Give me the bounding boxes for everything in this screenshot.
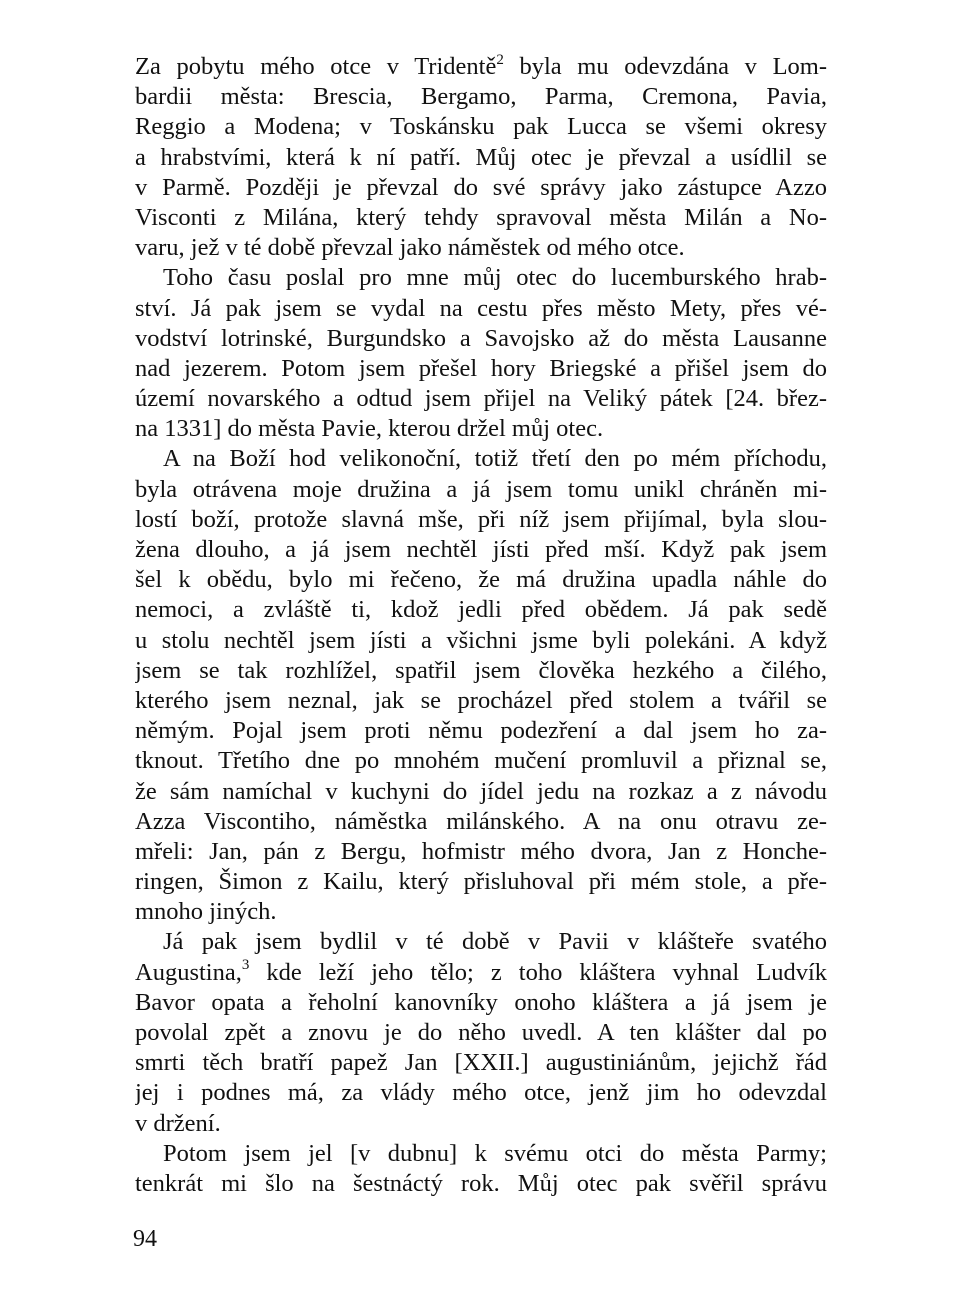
text-line (135, 1139, 827, 1169)
line-text: varu, jež v té době převzal jako náměstek od mého otce. (135, 234, 685, 262)
line-text-continued: byla mu odevzdána v Lom- (503, 53, 827, 80)
text-line (135, 203, 827, 233)
line-text: šel k obědu, bylo mi řečeno, že má družina upadla náhle do (135, 566, 827, 594)
text-line (135, 565, 827, 595)
text-line (135, 505, 827, 535)
text-line (135, 354, 827, 384)
line-text: Potom jsem jel [v dubnu] k svému otci do města Parmy; (163, 1139, 827, 1167)
text-line (135, 324, 827, 354)
text-line (135, 1109, 827, 1139)
line-text-continued: kde leží jeho tělo; z toho kláštera vyhnal Ludvík (249, 958, 827, 986)
line-text: ringen, Šimon z Kailu, který přisluhoval při mém stole, a pře- (135, 868, 827, 896)
line-text: Toho času poslal pro mne můj otec do lucemburského hrab- (163, 264, 827, 292)
text-line (135, 263, 827, 293)
line-text: v držení. (135, 1109, 221, 1137)
line-text: kterého jsem neznal, jak se procházel před stolem a tvářil se (135, 686, 827, 714)
page-number: 94 (133, 1226, 157, 1252)
footnote-marker: 3 (241, 957, 250, 974)
line-text: Augustina, (135, 958, 242, 986)
line-text: lostí boží, protože slavná mše, při níž jsem přijímal, byla slou- (135, 505, 827, 533)
text-line (135, 777, 827, 807)
line-text: u stolu nechtěl jsem jísti a všichni jsme byli polekáni. A když (135, 626, 827, 654)
footnote-marker: 2 (496, 52, 504, 68)
line-text: Bavor opata a řeholní kanovníky onoho kláštera a já jsem je (135, 988, 827, 1016)
paragraph (135, 927, 827, 1138)
text-line (135, 1078, 827, 1108)
text-line (135, 173, 827, 203)
text-line (135, 595, 827, 625)
text-line (135, 112, 827, 142)
text-line (135, 294, 827, 324)
paragraph (135, 1139, 827, 1199)
text-line (135, 867, 827, 897)
line-text: Za pobytu mého otce v Tridentě (135, 53, 497, 80)
text-line (135, 1018, 827, 1048)
line-text: němým. Pojal jsem proti němu podezření a dal jsem ho za- (135, 717, 827, 745)
text-line (135, 626, 827, 656)
line-text: povolal zpět a znovu je do něho uvedl. A ten klášter dal po (135, 1019, 827, 1046)
text-line (135, 897, 827, 927)
line-text: na 1331] do města Pavie, kterou držel můj otec. (135, 415, 604, 443)
text-line (135, 927, 827, 957)
line-text: mnoho jiných. (135, 898, 277, 926)
line-text: tenkrát mi šlo na šestnáctý rok. Můj otec pak svěřil správu (135, 1169, 827, 1197)
text-line (135, 807, 827, 837)
line-text: jej i podnes má, za vlády mého otce, jenž jim ho odevzdal (135, 1079, 827, 1107)
line-text: že sám namíchal v kuchyni do jídel jedu na rozkaz a z návodu (135, 777, 827, 805)
text-line (135, 716, 827, 746)
text-line (135, 52, 827, 82)
text-line (135, 82, 827, 112)
line-text: nemoci, a zvláště ti, kdož jedli před obědem. Já pak sedě (135, 596, 827, 624)
text-line (135, 656, 827, 686)
line-text: bardii města: Brescia, Bergamo, Parma, Cremona, Pavia, (135, 83, 827, 111)
paragraph (135, 263, 827, 444)
line-text: žena dlouho, a já jsem nechtěl jísti před mší. Když pak jsem (135, 536, 827, 563)
text-line (135, 988, 827, 1018)
text-line (135, 384, 827, 414)
line-text: A na Boží hod velikonoční, totiž třetí den po mém příchodu, (163, 445, 827, 473)
line-text: Azza Viscontiho, náměstka milánského. A na onu otravu ze- (135, 807, 827, 835)
text-line (135, 143, 827, 173)
line-text: mřeli: Jan, pán z Bergu, hofmistr mého dvora, Jan z Honche- (135, 837, 827, 865)
line-text: byla otrávena moje družina a já jsem tomu unikl chráněn mi- (135, 475, 827, 503)
text-line (135, 444, 827, 474)
line-text: a hrabstvími, která k ní patří. Můj otec je převzal a usídlil se (135, 143, 827, 171)
text-line (135, 1169, 827, 1199)
line-text: Visconti z Milána, který tehdy spravoval města Milán a No- (135, 203, 827, 231)
line-text: smrti těch bratří papež Jan [XXII.] augustiniánům, jejichž řád (135, 1049, 827, 1077)
text-line (135, 746, 827, 776)
text-line (135, 475, 827, 505)
line-text: Reggio a Modena; v Toskánsku pak Lucca se všemi okresy (135, 113, 827, 141)
line-text: jsem se tak rozhlížel, spatřil jsem člověka hezkého a čilého, (135, 656, 827, 684)
body-text (135, 52, 827, 1199)
text-line (135, 958, 827, 988)
line-text: nad jezerem. Potom jsem přešel hory Briegské a přišel jsem do (135, 354, 827, 382)
text-line (135, 837, 827, 867)
line-text: území novarského a odtud jsem přijel na Veliký pátek [24. břez- (135, 385, 827, 413)
text-line (135, 414, 827, 444)
text-line (135, 1048, 827, 1078)
line-text: tknout. Třetího dne po mnohém mučení promluvil a přiznal se, (135, 747, 827, 775)
paragraph (135, 444, 827, 927)
text-line (135, 233, 827, 263)
paragraph (135, 52, 827, 263)
line-text: Já pak jsem bydlil v té době v Pavii v klášteře svatého (163, 928, 827, 956)
line-text: ství. Já pak jsem se vydal na cestu přes město Mety, přes vé- (135, 294, 827, 322)
line-text: v Parmě. Později je převzal do své správy jako zástupce Azzo (135, 173, 827, 201)
text-line (135, 686, 827, 716)
text-line (135, 535, 827, 565)
line-text: vodství lotrinské, Burgundsko a Savojsko až do města Lausanne (135, 324, 827, 352)
